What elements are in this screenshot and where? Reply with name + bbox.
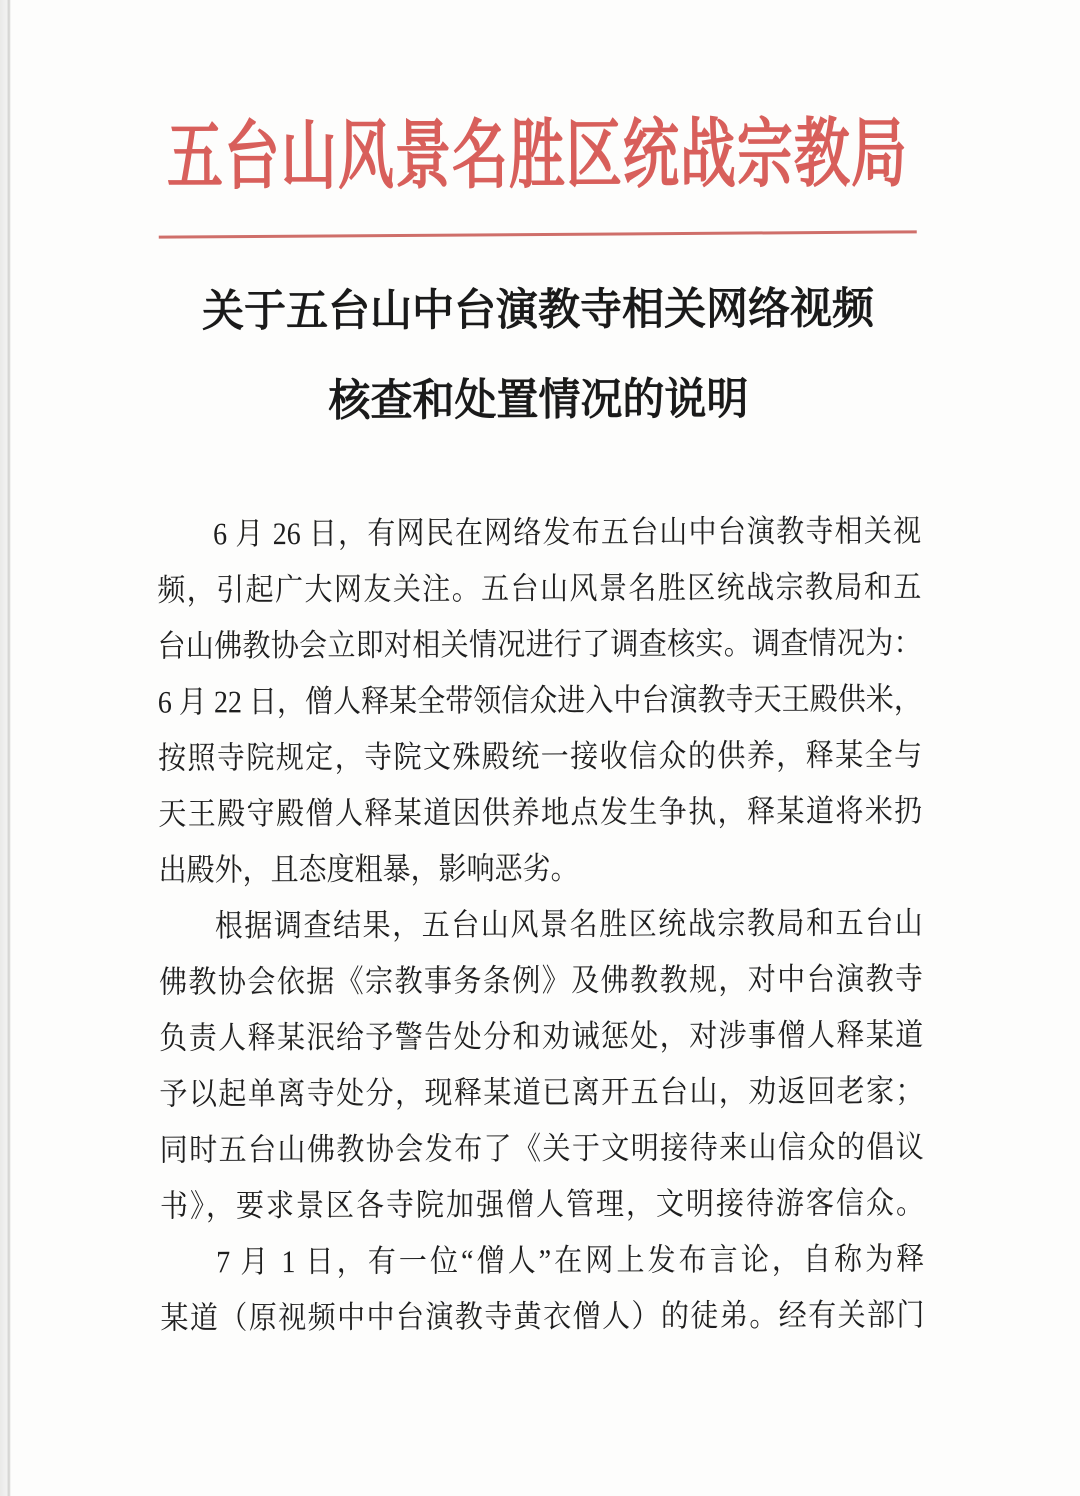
body-line: 台山佛教协会立即对相关情况进行了调查核实。调查情况为： xyxy=(157,626,922,665)
body-line: 根据调查结果，五台山风景名胜区统战宗教局和五台山 xyxy=(214,906,923,945)
letterhead-title: 五台山风景名胜区统战宗教局 xyxy=(166,113,909,201)
body-line: 某道（原视频中中台演教寺黄衣僧人）的徒弟。经有关部门 xyxy=(160,1298,925,1337)
body-line: 7 月 1 日，有一位“僧人”在网上发布言论，自称为释 xyxy=(216,1242,925,1281)
letterhead-divider xyxy=(159,231,917,239)
body-line: 书》，要求景区各寺院加强僧人管理，文明接待游客信众。 xyxy=(159,1186,925,1225)
body-line: 负责人释某泯给予警告处分和劝诫惩处，对涉事僧人释某道 xyxy=(159,1018,924,1057)
body-line: 佛教协会依据《宗教事务条例》及佛教教规，对中台演教寺 xyxy=(158,962,924,1001)
body-line: 按照寺院规定，寺院文殊殿统一接收信众的供养，释某全与 xyxy=(157,738,923,777)
body-line: 同时五台山佛教协会发布了《关于文明接待来山信众的倡议 xyxy=(159,1130,924,1169)
body-line: 天王殿守殿僧人释某道因供养地点发生争执，释某道将米扔 xyxy=(158,794,923,833)
body-line: 频，引起广大网友关注。五台山风景名胜区统战宗教局和五 xyxy=(157,570,922,609)
document-title-line2: 核查和处置情况的说明 xyxy=(328,376,749,427)
body-line: 6 月 26 日，有网民在网络发布五台山中台演教寺相关视 xyxy=(212,514,922,553)
document-title-line1: 关于五台山中台演教寺相关网络视频 xyxy=(201,285,875,337)
document-title xyxy=(0,286,1079,427)
document-body xyxy=(157,505,925,1348)
body-line: 出殿外，且态度粗暴，影响恶劣。 xyxy=(158,852,579,889)
body-line: 予以起单离寺处分，现释某道已离开五台山，劝返回老家； xyxy=(159,1074,924,1113)
body-line: 6 月 22 日，僧人释某全带领信众进入中台演教寺天王殿供米， xyxy=(157,682,922,721)
